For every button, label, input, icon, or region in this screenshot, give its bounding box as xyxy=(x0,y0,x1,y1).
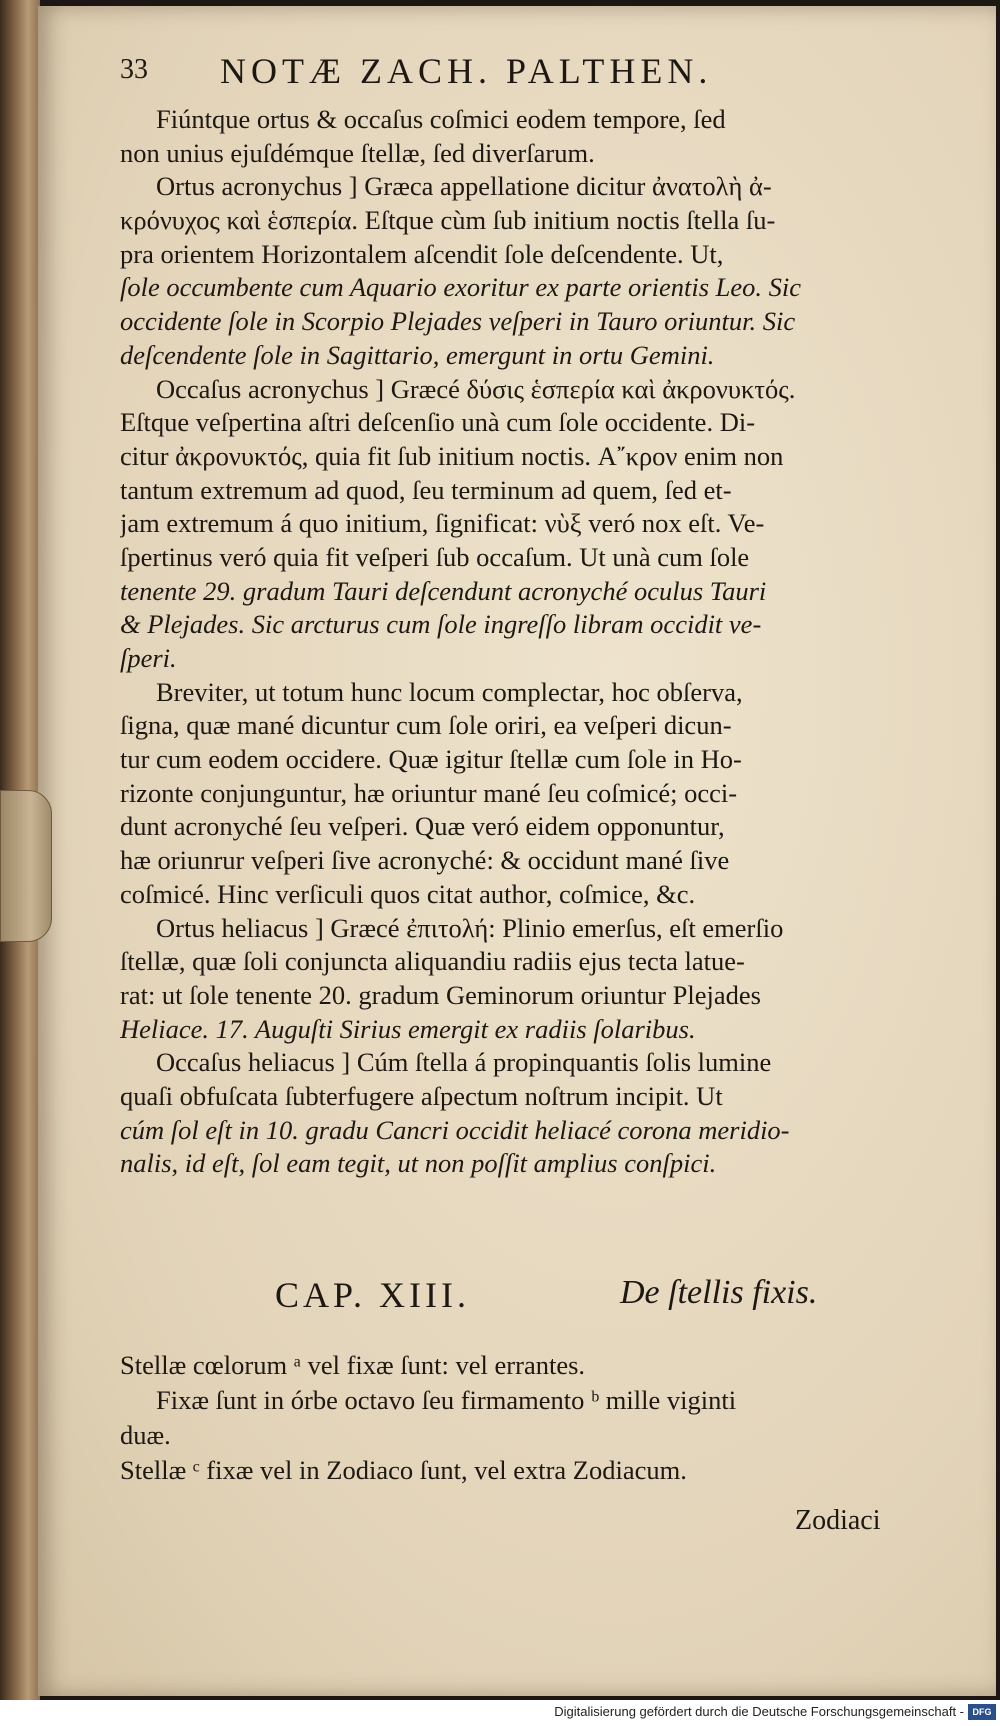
text-line: occidente ſole in Scorpio Plejades veſperi in Tauro oriuntur. Sic xyxy=(120,306,796,337)
text-line: Fixæ ſunt in órbe octavo ſeu firmamento ᵇ mille viginti xyxy=(156,1385,737,1415)
body-text xyxy=(120,103,950,1181)
text-line: quaſi obfuſcata ſubterfugere aſpectum noſtrum incipit. Ut xyxy=(120,1080,723,1111)
text-line: dunt acronyché ſeu veſperi. Quæ veró eidem opponuntur, xyxy=(120,811,725,842)
text-line: rizonte conjunguntur, hæ oriuntur mané ſeu coſmicé; occi- xyxy=(120,777,738,808)
text-line: Heliace. 17. Auguſti Sirius emergit ex radiis ſolaribus. xyxy=(120,1013,696,1044)
chapter-title: De ſtellis fixis. xyxy=(620,1274,818,1311)
book-clasp xyxy=(0,790,52,942)
text-line: tur cum eodem occidere. Quæ igitur ſtellæ cum ſole in Ho- xyxy=(120,744,742,775)
text-line: pra orientem Horizontalem aſcendit ſole deſcendente. Ut, xyxy=(120,238,724,269)
text-line: tenente 29. gradum Tauri deſcendunt acronyché oculus Tauri xyxy=(120,575,767,606)
text-line: nalis, id eſt, ſol eam tegit, ut non poſſit amplius conſpici. xyxy=(120,1148,717,1179)
text-line: Stellæ cœlorum ᵃ vel fixæ ſunt: vel errantes. xyxy=(120,1350,586,1380)
running-head: NOTÆ ZACH. PALTHEN. xyxy=(220,51,713,91)
text-line: coſmicé. Hinc verſiculi quos citat author, coſmice, &c. xyxy=(120,878,696,909)
text-line: & Plejades. Sic arcturus cum ſole ingreſſo libram occidit ve- xyxy=(120,609,762,640)
chapter-text xyxy=(120,1348,950,1488)
text-line: ſtellæ, quæ ſoli conjuncta aliquandiu radiis ejus tecta latue- xyxy=(120,946,745,977)
text-line: Ortus heliacus ] Græcé ἐπιτολή: Plinio emerſus, eſt emerſio xyxy=(156,912,784,943)
text-line: non unius ejuſdémque ſtellæ, ſed diverſarum. xyxy=(120,137,595,168)
text-line: Occaſus heliacus ] Cúm ſtella á propinquantis ſolis lumine xyxy=(156,1047,772,1078)
text-line: ſigna, quæ mané dicuntur cum ſole oriri, ea veſperi dicun- xyxy=(120,710,732,741)
text-line: ſpertinus veró quia fit veſperi ſub occaſum. Ut unà cum ſole xyxy=(120,541,750,572)
text-line: duæ. xyxy=(120,1420,171,1450)
text-line: citur ἀκρονυκτός, quia fit ſub initium noctis. Α῎κρον enim non xyxy=(120,440,784,471)
page-number: 33 xyxy=(120,54,148,85)
text-line: ſole occumbente cum Aquario exoritur ex parte orientis Leo. Sic xyxy=(120,272,802,303)
page-header xyxy=(120,50,880,100)
text-line: Breviter, ut totum hunc locum complectar, hoc obſerva, xyxy=(156,676,743,707)
text-line: Fiúntque ortus & occaſus coſmici eodem tempore, ſed xyxy=(156,104,726,134)
footer-credit: Digitalisierung gefördert durch die Deutsche Forschungsgemeinschaft - xyxy=(554,1704,964,1719)
text-line: Occaſus acronychus ] Græcé δύσις ἑσπερία καὶ ἀκρονυκτός. xyxy=(156,373,796,404)
text-line: Eſtque veſpertina aſtri deſcenſio unà cum ſole occidente. Di- xyxy=(120,407,756,438)
text-line: cúm ſol eſt in 10. gradu Cancri occidit heliacé corona meridio- xyxy=(120,1114,790,1145)
text-line: deſcendente ſole in Sagittario, emergunt in ortu Gemini. xyxy=(120,339,715,370)
text-line: tantum extremum ad quod, ſeu terminum ad quem, ſed et- xyxy=(120,474,732,505)
chapter-number: CAP. XIII. xyxy=(275,1275,471,1315)
catchword: Zodiaci xyxy=(795,1505,881,1536)
text-line: Ortus acronychus ] Græca appellatione dicitur ἀνατολὴ ἀ- xyxy=(156,171,772,202)
chapter-heading xyxy=(120,1274,950,1324)
text-line: κρόνυχος καὶ ἑσπερία. Eſtque cùm ſub initium noctis ſtella ſu- xyxy=(120,205,776,236)
dfg-logo-icon: DFG xyxy=(968,1704,996,1720)
text-line: Stellæ ᶜ fixæ vel in Zodiaco ſunt, vel extra Zodiacum. xyxy=(120,1455,687,1485)
footer-bar xyxy=(0,1700,1000,1726)
text-line: rat: ut ſole tenente 20. gradum Geminorum oriuntur Plejades xyxy=(120,979,761,1010)
text-line: hæ oriunrur veſperi ſive acronyché: & occidunt mané ſive xyxy=(120,845,730,876)
text-line: ſperi. xyxy=(120,643,177,673)
text-line: jam extremum á quo initium, ſignificat: νὺξ veró nox eſt. Ve- xyxy=(120,508,765,539)
